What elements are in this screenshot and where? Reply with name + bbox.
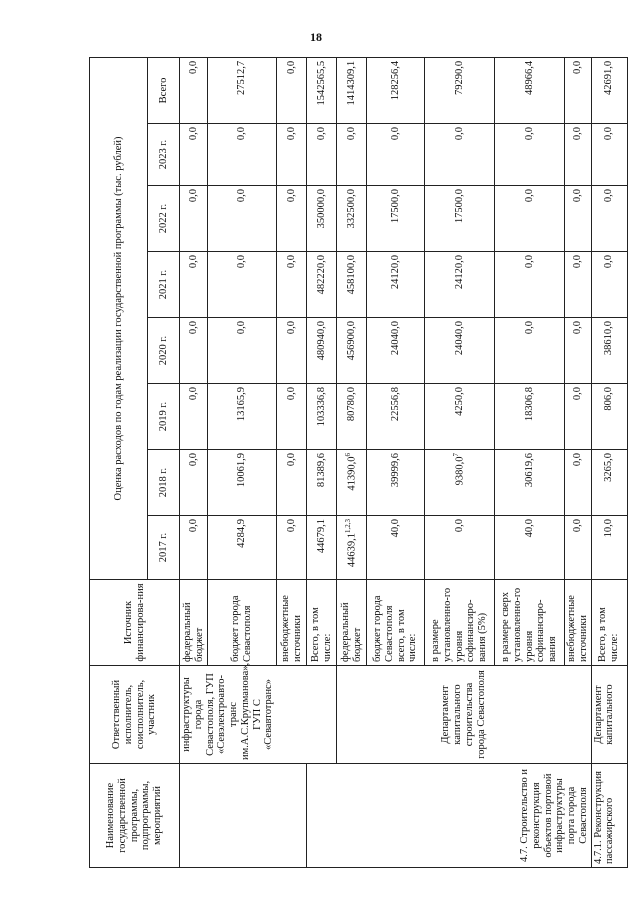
value-cell: 480940,0	[307, 318, 337, 384]
header-total: Всего	[148, 57, 180, 123]
value-cell: 79290,0	[425, 57, 495, 123]
value-cell: 0,0	[208, 124, 277, 186]
value-cell: 24120,0	[367, 252, 425, 318]
value-cell: 42691,0	[591, 57, 627, 123]
value-cell: 40,0	[495, 516, 565, 580]
value-cell: 0,0	[565, 450, 592, 516]
value-cell: 0,0	[277, 252, 307, 318]
value-cell: 0,0	[208, 318, 277, 384]
value-cell: 0,0	[180, 516, 208, 580]
value-cell: 0,0	[565, 252, 592, 318]
value-cell: 1414309,1	[337, 57, 367, 123]
value-cell: 0,0	[307, 124, 337, 186]
value-cell: 0,0	[208, 252, 277, 318]
value-text: 9380,0	[454, 456, 466, 486]
value-cell: 27512,7	[208, 57, 277, 123]
value-cell: 103336,8	[307, 384, 337, 450]
value-cell: 0,0	[277, 450, 307, 516]
table-row	[591, 57, 627, 867]
value-cell: 0,0	[425, 124, 495, 186]
source-cell: федеральный бюджет	[180, 580, 208, 666]
value-cell: 81389,6	[307, 450, 337, 516]
value-cell: 0,0	[180, 186, 208, 252]
value-cell: 0,0	[565, 57, 592, 123]
footnote-mark: 7	[451, 453, 460, 457]
value-text: 41390,0	[346, 456, 358, 491]
value-cell: 0,0	[277, 186, 307, 252]
source-cell: внебюджетные источники	[565, 580, 592, 666]
value-cell: 0,0	[337, 124, 367, 186]
header-estimate: Оценка расходов по годам реализации государственной программы (тыс. рублей)	[90, 57, 148, 579]
table-row	[180, 57, 208, 867]
value-cell: 4250,0	[425, 384, 495, 450]
footnote-mark: 6	[343, 453, 352, 457]
value-cell: 806,0	[591, 384, 627, 450]
header-year: 2020 г.	[148, 318, 180, 384]
value-cell: 0,0	[495, 186, 565, 252]
header-source: Источник финансирова-ния	[90, 580, 180, 666]
value-cell: 24040,0	[425, 318, 495, 384]
value-cell: 18306,8	[495, 384, 565, 450]
value-cell: 40,0	[367, 516, 425, 580]
value-cell: 0,0	[425, 516, 495, 580]
value-cell: 0,0	[367, 124, 425, 186]
value-cell: 0,0	[277, 124, 307, 186]
budget-table	[89, 57, 628, 868]
table-row	[337, 57, 367, 867]
header-year: 2021 г.	[148, 252, 180, 318]
source-cell: бюджет города Севастополя всего, в том числе:	[367, 580, 425, 666]
value-cell: 0,0	[277, 516, 307, 580]
source-cell: Всего, в том числе:	[591, 580, 627, 666]
value-cell	[337, 516, 367, 580]
value-cell: 3265,0	[591, 450, 627, 516]
value-cell: 0,0	[277, 318, 307, 384]
footnote-mark: 1,2,3	[343, 519, 352, 533]
value-cell: 0,0	[565, 186, 592, 252]
value-cell: 458100,0	[337, 252, 367, 318]
source-cell: внебюджетные источники	[277, 580, 307, 666]
value-cell: 80780,0	[337, 384, 367, 450]
value-cell: 39999,6	[367, 450, 425, 516]
header-year: 2017 г.	[148, 516, 180, 580]
rotated-table-container	[89, 58, 624, 868]
source-cell: в размере установленно-го уровня софинансиро-вания (5%)	[425, 580, 495, 666]
measure-4-7-executor: Департамент капитального строительства города Севастополя	[337, 666, 592, 764]
header-year: 2023 г.	[148, 124, 180, 186]
value-cell: 0,0	[180, 384, 208, 450]
value-text: 44639,1	[346, 533, 358, 568]
value-cell: 10,0	[591, 516, 627, 580]
value-cell: 0,0	[591, 124, 627, 186]
measure-4-7-name: 4.7. Строительство и реконструкция объектов портовой инфраструктуры порта города Севастополя	[307, 764, 592, 868]
value-cell: 0,0	[591, 252, 627, 318]
value-cell: 128256,4	[367, 57, 425, 123]
value-cell: 17500,0	[367, 186, 425, 252]
value-cell: 332500,0	[337, 186, 367, 252]
value-cell	[425, 450, 495, 516]
measure-4-7-1-executor: Департамент капитального	[591, 666, 627, 764]
value-cell: 10061,9	[208, 450, 277, 516]
value-cell: 0,0	[495, 252, 565, 318]
value-cell: 30619,6	[495, 450, 565, 516]
value-cell: 0,0	[565, 124, 592, 186]
source-cell: Всего, в том числе:	[307, 580, 337, 666]
value-cell: 456900,0	[337, 318, 367, 384]
source-cell: федеральный бюджет	[337, 580, 367, 666]
header-year: 2018 г.	[148, 450, 180, 516]
value-cell: 24040,0	[367, 318, 425, 384]
value-cell: 0,0	[277, 384, 307, 450]
measure-4-7-1-name: 4.7.1. Реконструкция пассажирского	[591, 764, 627, 868]
executor-cell: инфраструктуры города Севастополя, ГУП «Севэлектроавто-транс им.А.С.Крупманова», ГУП С «Севавтотранс»	[180, 666, 337, 764]
value-cell	[337, 450, 367, 516]
value-cell: 0,0	[180, 124, 208, 186]
value-cell: 24120,0	[425, 252, 495, 318]
value-cell: 0,0	[591, 186, 627, 252]
source-cell: бюджет города Севастополя	[208, 580, 277, 666]
value-cell: 0,0	[495, 318, 565, 384]
value-cell: 0,0	[180, 57, 208, 123]
source-cell: в размере сверх установленно-го уровня софинансиро-вания	[495, 580, 565, 666]
value-cell: 0,0	[180, 252, 208, 318]
value-cell: 482220,0	[307, 252, 337, 318]
value-cell: 350000,0	[307, 186, 337, 252]
value-cell: 4284,9	[208, 516, 277, 580]
value-cell: 0,0	[565, 516, 592, 580]
header-year: 2022 г.	[148, 186, 180, 252]
value-cell: 13165,9	[208, 384, 277, 450]
value-cell: 1542565,5	[307, 57, 337, 123]
header-name: Наименование государственной программы, подпрограммы, мероприятий	[90, 764, 180, 868]
value-cell: 17500,0	[425, 186, 495, 252]
value-cell: 44679,1	[307, 516, 337, 580]
value-cell: 0,0	[180, 318, 208, 384]
value-cell: 0,0	[495, 124, 565, 186]
value-cell: 0,0	[180, 450, 208, 516]
value-cell: 0,0	[565, 384, 592, 450]
header-executor: Ответственный исполнитель, соисполнитель, участник	[90, 666, 180, 764]
value-cell: 48966,4	[495, 57, 565, 123]
value-cell: 38610,0	[591, 318, 627, 384]
page-number: 18	[310, 30, 322, 44]
value-cell: 0,0	[208, 186, 277, 252]
value-cell: 0,0	[565, 318, 592, 384]
header-year: 2019 г.	[148, 384, 180, 450]
value-cell: 22556,8	[367, 384, 425, 450]
value-cell: 0,0	[277, 57, 307, 123]
name-cell-empty	[180, 764, 307, 868]
